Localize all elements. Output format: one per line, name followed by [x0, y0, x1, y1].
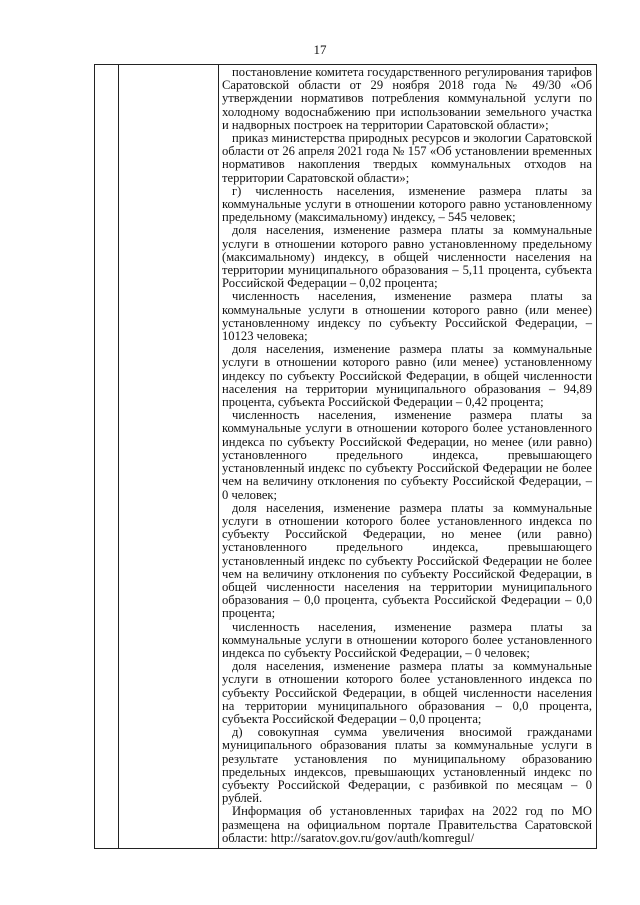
paragraph-share-equal-index: доля населения, изменение размера платы за коммунальные услуги в отношении которого равно (или менее) установленному индексу по субъекту Российской Федерации, в общей численности населения на территории муниципального образования – 94,89 процента, субъекта Российской Федерации – 0,42 процента; [222, 342, 592, 410]
paragraph-population-above-index: численность населения, изменение размера платы за коммунальные услуги в отношении которого более установленного индекса по субъекту Российской Федерации, – 0 человек; [222, 619, 592, 660]
paragraph-tariff-info: Информация об установленных тарифах на 2022 год по МО размещена на официальном портале Правительства Саратовской области: http://saratov.gov.ru/gov/auth/komregul/ [222, 804, 592, 845]
paragraph-population-within-deviation: численность населения, изменение размера платы за коммунальные услуги в отношении которого более установленного индекса по субъекту Российской Федерации, но менее (или равно) установленного предельного индекса, превышающего установленный индекс по субъекту Российской Федерации не более чем на величину отклонения по субъекту Российской Федерации, – 0 человек; [222, 408, 592, 502]
table-right-border [596, 64, 597, 849]
paragraph-share-above-index: доля населения, изменение размера платы за коммунальные услуги в отношении которого более установленного индекса по субъекту Российской Федерации, в общей численности населения на территории муниципального образования – 0,0 процента, субъекта Российской Федерации – 0,0 процента; [222, 659, 592, 726]
table-cell-text [222, 66, 592, 845]
paragraph-total-increase: д) совокупная сумма увеличения вносимой гражданами муниципального образования платы за коммунальные услуги в результате установления по муниципальному образованию предельных индексов, превышающих установленный индекс по субъекту Российской Федерации, с разбивкой по месяцам – 0 рублей. [222, 725, 592, 806]
paragraph-decree: постановление комитета государственного регулирования тарифов Саратовской области от 29 ноября 2018 года № 49/30 «Об утверждении нормативов потребления коммунальной услуги по холодному водоснабжению при использовании земельного участка и надворных построек на территории Саратовской области»; [222, 65, 592, 132]
paragraph-share-within-deviation: доля населения, изменение размера платы за коммунальные услуги в отношении которого более установленного индекса по субъекту Российской Федерации, но менее (или равно) установленного предельного индекса, превышающего установленный индекс по субъекту Российской Федерации не более чем на величину отклонения по субъекту Российской Федерации, в общей численности населения на территории муниципального образования – 0,0 процента, субъекта Российской Федерации – 0,0 процента; [222, 500, 592, 621]
paragraph-population-max-index: г) численность населения, изменение размера платы за коммунальные услуги в отношении которого равно установленному предельному (максимальному) индексу, – 545 человек; [222, 183, 592, 225]
table-column-divider-2 [218, 64, 219, 849]
table-bottom-border [94, 848, 597, 849]
table-column-divider-1 [118, 64, 119, 849]
paragraph-order: приказ министерства природных ресурсов и экологии Саратовской области от 26 апреля 2021 года № 157 «Об установлении временных нормативов накопления твердых коммунальных отходов на территории Саратовской области»; [222, 131, 592, 185]
paragraph-population-equal-index: численность населения, изменение размера платы за коммунальные услуги в отношении которого равно (или менее) установленному индексу по субъекту Российской Федерации, – 10123 человека; [222, 289, 592, 344]
table-left-border [94, 64, 95, 849]
page-number: 17 [313, 42, 327, 57]
paragraph-share-max-index: доля населения, изменение размера платы за коммунальные услуги в отношении которого равно установленному предельному (максимальному) индексу, в общей численности населения на территории муниципального образования – 5,11 процента, субъекта Российской Федерации – 0,02 процента; [222, 223, 592, 291]
